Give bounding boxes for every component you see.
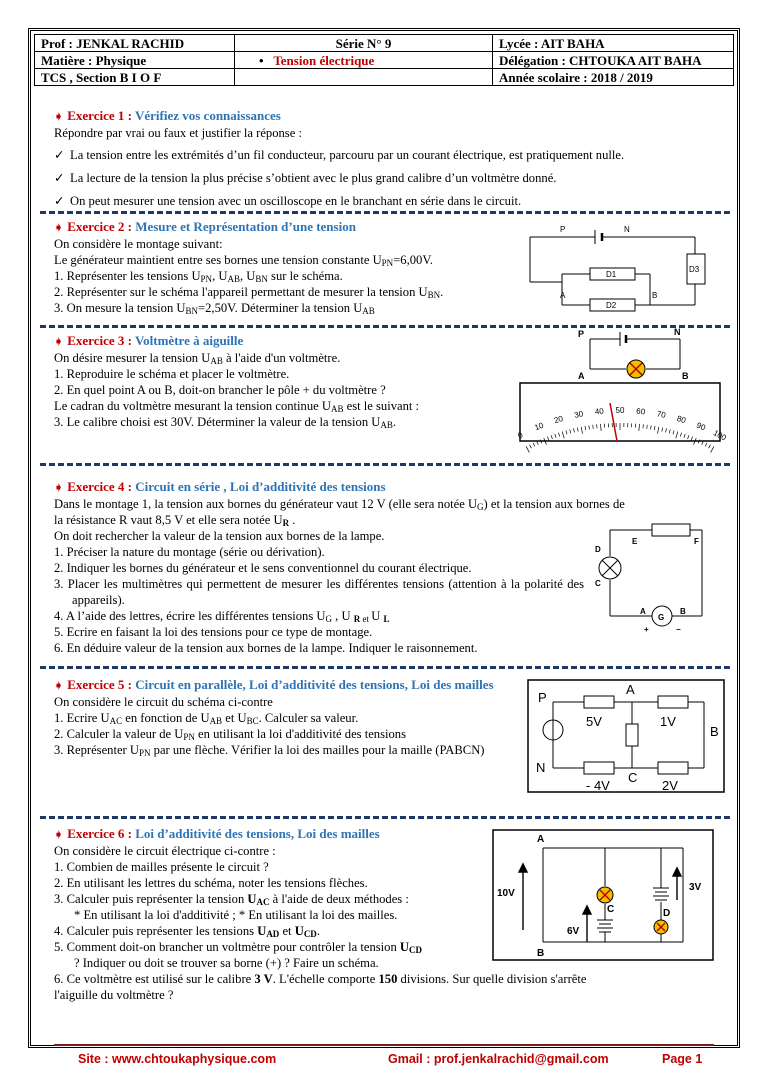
ex2-line: 3. On mesure la tension $U_{BN}=2,50V$. Déterminer la tension $U_{AB}$ (54, 301, 375, 316)
ex3-line: 2. En quel point A ou B, doit-on brancher le pôle + du voltmètre ? (54, 383, 386, 397)
ex3-label-p: P (578, 329, 585, 339)
ex2-line: 1. Représenter les tensions $U_{PN}$, $U_{AB}$, $U_{BN}$ sur le schéma. (54, 269, 343, 284)
ex6-label-b: B (537, 948, 545, 959)
ex4-label-d: D (595, 545, 601, 554)
dial-scale-label: 0 (516, 430, 525, 441)
ex2-label-n: N (624, 225, 630, 234)
ex4-item: 1. Préciser la nature du montage (série ou dérivation). (54, 545, 325, 559)
ex4-label-minus: − (676, 625, 681, 634)
ex5-label-a: A (626, 682, 635, 697)
ex6-line: 1. Combien de mailles présente le circuit ? (54, 860, 269, 874)
ex5-label-c: C (628, 770, 638, 785)
ex3-line: 3. Le calibre choisi est 30V. Déterminer la valeur de la tension $U_{AB}$. (54, 415, 397, 430)
dial-scale-label: 90 (695, 420, 707, 433)
ex1-item: La tension entre les extrémités d’un fil conducteur, parcouru par un courant électrique, est pratiquement nulle. (70, 148, 625, 162)
separator (40, 463, 730, 466)
ex4-item: 5. Ecrire en faisant la loi des tensions pour ce type de montage. (54, 625, 373, 639)
exercise-3 (54, 333, 514, 430)
separator (40, 816, 730, 819)
separator (40, 211, 730, 214)
footer-site: Site : www.chtoukaphysique.com (78, 1052, 277, 1066)
dial-scale-label: 40 (594, 406, 605, 417)
ex2-label-d1: D1 (606, 270, 617, 279)
header-lycee: Lycée : AIT BAHA (493, 35, 734, 52)
ex1-intro: Répondre par vrai ou faux et justifier la réponse : (54, 126, 302, 140)
ex4-item: 4. A l’aide des lettres, écrire les différentes tensions $U_G$ , U $_R$ $_{et}$ U $_L$ (54, 609, 390, 624)
arrow-icon: ➧ (54, 680, 64, 692)
ex2-number: Exercice 2 : (67, 219, 132, 234)
ex2-label-a: A (560, 291, 566, 300)
dial-scale-label: 70 (656, 409, 667, 420)
header-delegation: Délégation : CHTOUKA AIT BAHA (493, 52, 734, 69)
ex5-line: 3. Représenter $U_{PN}$ par une flèche. Vérifier la loi des mailles pour la maille (PABCN) (54, 743, 485, 758)
ex1-number: Exercice 1 : (67, 108, 132, 123)
ex6-line: 2. En utilisant les lettres du schéma, noter les tensions flèches. (54, 876, 368, 890)
ex6-label-a: A (537, 834, 545, 845)
ex2-line: Le générateur maintient entre ses bornes une tension constante $U_{PN}=6,00V$. (54, 253, 433, 268)
ex2-label-d2: D2 (606, 301, 617, 310)
ex4-label-g: G (658, 613, 665, 622)
ex4-line: On doit rechercher la valeur de la tension aux bornes de la lampe. (54, 529, 385, 543)
ex2-label-b: B (652, 291, 658, 300)
ex4-label-e: E (632, 537, 638, 546)
ex2-label-p: P (560, 225, 566, 234)
ex5-title: Circuit en parallèle, Loi d’additivité des tensions, Loi des mailles (135, 677, 494, 692)
ex4-label-f: F (694, 537, 699, 546)
ex2-line: 2. Représenter sur le schéma l'appareil permettant de mesurer la tension $U_{BN}$. (54, 285, 444, 300)
ex2-title: Mesure et Représentation d’une tension (135, 219, 356, 234)
ex4-label-c: C (595, 579, 601, 588)
ex6-line: 6. Ce voltmètre est utilisé sur le calibre 3 V. L'échelle comporte 150 divisions. Sur quelle division s'arrête (54, 972, 587, 986)
ex3-line: 1. Reproduire le schéma et placer le voltmètre. (54, 367, 290, 381)
ex6-line: 5. Comment doit-on brancher un voltmètre pour contrôler la tension $U_{CD}$ (54, 940, 423, 955)
arrow-icon: ➧ (54, 222, 64, 234)
header-annee: Année scolaire : 2018 / 2019 (493, 69, 734, 86)
arrow-icon: ➧ (54, 111, 64, 123)
ex3-label-b: B (682, 371, 689, 381)
ex3-label-n: N (674, 327, 681, 337)
ex3-number: Exercice 3 : (67, 333, 132, 348)
exercise-1 (54, 108, 714, 209)
ex6-label-10v: 10V (497, 888, 515, 899)
dial-scale-label: 30 (573, 409, 584, 420)
ex5-label-2v: 2V (662, 778, 678, 793)
ex4-label-plus: + (644, 625, 649, 634)
ex5-circuit-diagram (528, 680, 724, 792)
check-icon: ✓ (54, 171, 65, 185)
header-table (34, 34, 734, 86)
header-theme: • Tension électrique (235, 52, 493, 69)
ex4-line: la résistance R vaut 8,5 V et elle sera notée $U_R$ . (54, 513, 296, 528)
dial-scale-label: 50 (615, 406, 625, 415)
ex5-label-p: P (538, 690, 547, 705)
ex6-line: * En utilisant la loi d'additivité ; * En utilisant la loi des mailles. (74, 908, 398, 922)
ex6-line: 4. Calculer puis représenter les tensions $U_{AD}$ et $U_{CD}$. (54, 924, 320, 939)
separator (40, 666, 730, 669)
ex2-label-d3: D3 (689, 265, 700, 274)
ex5-line: 1. Ecrire $U_{AC}$ en fonction de $U_{AB}$ et $U_{BC}$. Calculer sa valeur. (54, 711, 359, 726)
ex5-label-b: B (710, 724, 719, 739)
ex6-label-c: C (607, 904, 615, 915)
ex6-title: Loi d’additivité des tensions, Loi des mailles (135, 826, 380, 841)
ex5-label-5v: 5V (586, 714, 602, 729)
ex3-circuit-diagram (570, 327, 700, 383)
ex2-circuit-diagram (520, 222, 720, 322)
check-icon: ✓ (54, 148, 65, 162)
ex4-line: Dans le montage 1, la tension aux bornes du générateur vaut 12 V (elle sera notée $U_G$) et la tension aux bornes de (54, 497, 625, 512)
ex4-item: 2. Indiquer les bornes du générateur et le sens conventionnel du courant électrique. (54, 561, 472, 575)
ex4-circuit-diagram (592, 518, 712, 636)
ex1-title: Vérifiez vos connaissances (134, 108, 281, 123)
footer-rule (54, 1044, 714, 1046)
dial-scale-label: 80 (675, 413, 687, 426)
ex3-line: On désire mesurer la tension $U_{AB}$ à l'aide d'un voltmètre. (54, 351, 341, 366)
ex3-label-a: A (578, 371, 585, 381)
header-empty (235, 69, 493, 86)
arrow-icon: ➧ (54, 482, 64, 494)
exercise-5 (54, 677, 514, 758)
header-serie: Série N° 9 (235, 35, 493, 52)
ex6-number: Exercice 6 : (67, 826, 132, 841)
ex5-line: 2. Calculer la valeur de $U_{PN}$ en utilisant la loi d'additivité des tensions (54, 727, 406, 742)
ex4-item: 6. En déduire valeur de la tension aux bornes de la lampe. Indiquer le raisonnement. (54, 641, 478, 655)
arrow-icon: ➧ (54, 829, 64, 841)
ex6-circuit-diagram (493, 830, 713, 960)
ex6-label-6v: 6V (567, 926, 580, 937)
dial-scale-label: 10 (533, 420, 545, 433)
ex4-title: Circuit en série , Loi d’additivité des tensions (135, 479, 386, 494)
footer-page: Page 1 (662, 1052, 703, 1066)
ex3-title: Voltmètre à aiguille (134, 333, 244, 348)
ex4-item: 3. Placer les multimètres qui permettent de mesurer les différentes tensions (attention à la polarité des appareils). (54, 577, 584, 607)
ex5-label-n: N (536, 760, 546, 775)
dial-scale-label: 20 (553, 413, 565, 426)
check-icon: ✓ (54, 194, 65, 208)
ex4-label-a: A (640, 607, 646, 616)
arrow-icon: ➧ (54, 336, 64, 348)
ex6-label-3v: 3V (689, 882, 702, 893)
ex1-item: On peut mesurer une tension avec un oscilloscope en le branchant en série dans le circuit. (70, 194, 522, 208)
ex6-line: ? Indiquer ou doit se trouver sa borne (+) ? Faire un schéma. (74, 956, 379, 970)
ex5-label-1v: 1V (660, 714, 676, 729)
ex5-number: Exercice 5 : (67, 677, 132, 692)
footer-gmail: Gmail : prof.jenkalrachid@gmail.com (388, 1052, 609, 1066)
ex4-number: Exercice 4 : (67, 479, 132, 494)
ex4-label-b: B (680, 607, 686, 616)
ex6-line: 3. Calculer puis représenter la tension $U_{AC}$ à l'aide de deux méthodes : (54, 892, 409, 907)
voltmeter-dial (516, 383, 728, 443)
ex5-line: On considère le circuit du schéma ci-contre (54, 695, 273, 709)
ex5-label-m4v: - 4V (586, 778, 610, 793)
ex6-label-d: D (663, 908, 671, 919)
ex6-line: On considère le circuit électrique ci-contre : (54, 844, 276, 858)
header-classe: TCS , Section B I O F (35, 69, 235, 86)
ex3-line: Le cadran du voltmètre mesurant la tension continue $U_{AB}$ est le suivant : (54, 399, 420, 414)
ex6-line: l'aiguille du voltmètre ? (54, 988, 174, 1002)
header-prof: Prof : JENKAL RACHID (35, 35, 235, 52)
dial-scale-label: 60 (635, 406, 646, 417)
ex2-line: On considère le montage suivant: (54, 237, 223, 251)
dial-scale-label: 100 (711, 428, 728, 443)
header-theme-text: Tension électrique (273, 52, 375, 68)
exercise-2 (54, 219, 514, 316)
header-matiere: Matière : Physique (35, 52, 235, 69)
ex1-item: La lecture de la tension la plus précise s’obtient avec le plus grand calibre d’un voltmètre donné. (70, 171, 557, 185)
